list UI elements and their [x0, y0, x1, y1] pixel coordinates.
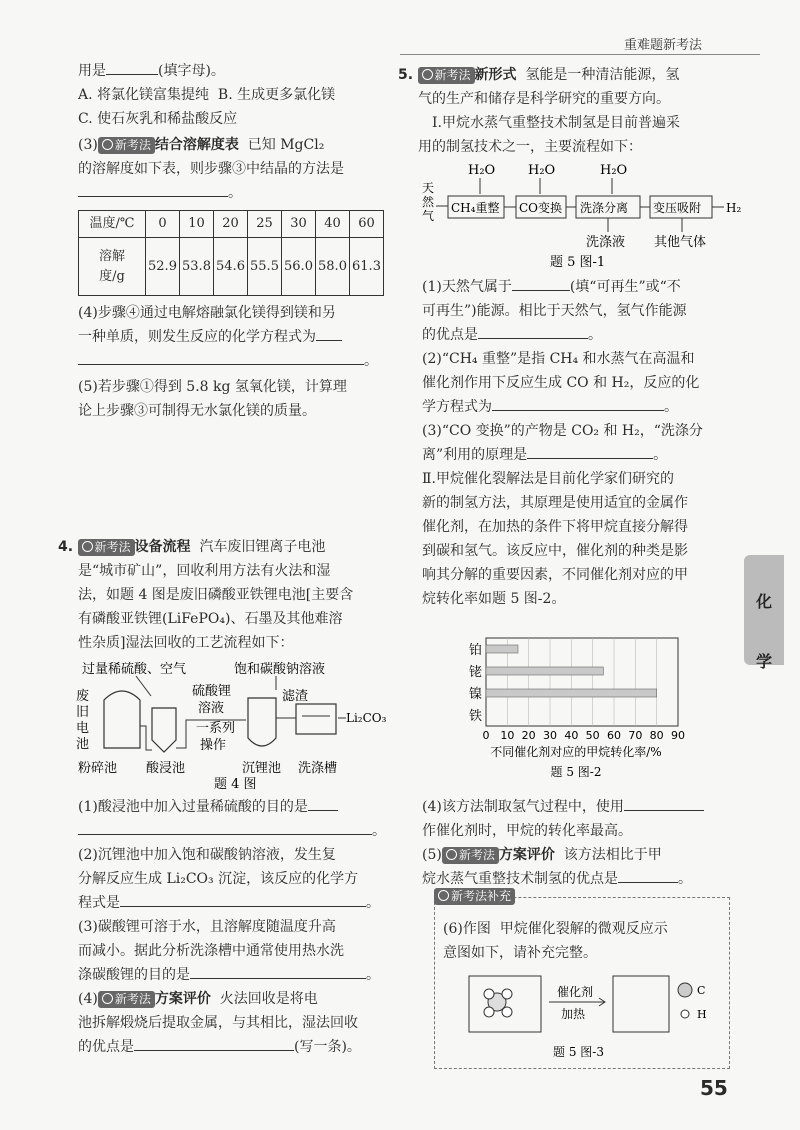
question-4: 4. 新考法 设备流程 汽车废旧锂离子电池 是“城市矿山”，回收利用方法有火法和湿 法，如题 4 图是废旧磷酸亚铁锂电池[主要含 有磷酸亚铁锂(LiFePO₄)、石墨及其他难溶 性杂质]湿法回收的工艺流程如下： — [58, 536, 388, 656]
hydrogen-atom-icon — [484, 989, 494, 999]
svg-text:硫酸锂: 硫酸锂 — [192, 684, 232, 699]
hydrogen-atom-icon — [502, 989, 512, 999]
bulb-icon — [102, 993, 113, 1004]
category-label: 镍 — [468, 687, 482, 702]
svg-text:然: 然 — [422, 195, 435, 209]
q5-subquestions-1: (1)天然气属于 (填“可再生”或“不 可再生”)能源。相比于天然气，氢气作能源 的优点是 。 (2)“CH₄ 重整”是指 CH₄ 和水蒸气在高温和 催化剂作用下反应生成 CO 和 H₂，反应的化 学方程式为 。 (3)“CO 变换”的产物是 CO₂ 和 H₂，“洗涤分 离”利用的原理是 。 Ⅱ.甲烷催化裂解法是目前化学家们研究的 新的制氢方法，其原理是使用适宜的金属作 催化剂，在加热的条件下将甲烷直接分解得 到碳和氢气。该反应中，催化剂的种类是影 响其分解的重要因素，不同催化剂对应的甲 烷转化率如题 5 图-2。 — [422, 276, 738, 612]
x-tick-label: 70 — [628, 729, 643, 742]
svg-text:电: 电 — [76, 721, 90, 736]
answer-blank[interactable] — [492, 396, 664, 411]
question-5: 5. 新考法 新形式 氢能是一种清洁能源，氢 气的生产和储存是科学研究的重要方向。 Ⅰ.甲烷水蒸气重整技术制氢是目前普遍采 用的制氢技术之一，主要流程如下： — [398, 67, 680, 155]
lithium-tank — [248, 698, 276, 746]
x-axis-label: 不同催化剂对应的甲烷转化率/% — [490, 745, 662, 759]
hydrogen-flow-diagram — [420, 160, 750, 272]
product-box[interactable] — [613, 976, 669, 1032]
arrow — [136, 676, 151, 696]
svg-text:CH₄重整: CH₄重整 — [451, 201, 500, 215]
x-tick-label: 80 — [649, 729, 664, 742]
svg-text:粉碎池: 粉碎池 — [78, 761, 118, 776]
supplement-tag: 新考法补充 — [434, 888, 515, 905]
pipe — [140, 726, 152, 750]
svg-text:C: C — [697, 984, 706, 997]
svg-text:沉锂池: 沉锂池 — [242, 761, 282, 776]
category-label: 铂 — [468, 643, 482, 658]
table-row: 温度/℃ 0 10 20 25 30 40 60 — [79, 211, 384, 238]
q3-sub4-l1: (4)步骤④通过电解熔融氯化镁得到镁和另 — [78, 305, 336, 321]
svg-text:旧: 旧 — [76, 705, 90, 720]
x-tick-label: 90 — [671, 729, 685, 742]
q3-sub5-l1: (5)若步骤①得到 5.8 kg 氢氧化镁，计算理 — [78, 379, 347, 395]
answer-blank[interactable] — [624, 796, 704, 811]
x-tick-label: 10 — [500, 729, 515, 742]
hydrogen-atom-icon — [484, 1007, 494, 1017]
table-header-solubility: 溶解 度/g — [79, 238, 146, 296]
fig5-2 — [460, 632, 700, 792]
svg-text:溶液: 溶液 — [198, 701, 225, 716]
acid-tank — [152, 708, 176, 752]
figure-caption: 题 5 图-3 — [553, 1045, 604, 1059]
svg-text:洗涤槽: 洗涤槽 — [298, 761, 338, 776]
answer-blank[interactable] — [512, 276, 570, 291]
q4-flow-diagram — [76, 660, 396, 790]
q3-sub3-text: 的溶解度如下表，则步骤③中结晶的方法是 — [78, 161, 344, 177]
svg-text:加热: 加热 — [561, 1007, 586, 1021]
svg-text:酸浸池: 酸浸池 — [146, 761, 186, 776]
category-label: 铁 — [468, 709, 482, 724]
svg-text:H: H — [697, 1008, 707, 1021]
svg-text:池: 池 — [76, 737, 90, 752]
answer-blank[interactable] — [78, 820, 372, 835]
answer-blank[interactable] — [527, 444, 653, 459]
svg-text:变压吸附: 变压吸附 — [653, 201, 702, 215]
wash-tank — [296, 704, 336, 734]
bulb-icon — [422, 69, 433, 80]
header-title: 重难题新考法 — [624, 38, 703, 53]
q4-line1: 4. 新考法 设备流程 汽车废旧锂离子电池 — [58, 539, 326, 555]
svg-text:天: 天 — [422, 181, 435, 195]
x-tick-label: 30 — [543, 729, 557, 742]
table-row: 溶解 度/g 52.9 53.8 54.6 55.5 56.0 58.0 61.3 — [79, 238, 384, 296]
fig-label: 过量稀硫酸、空气 — [82, 662, 187, 677]
carbon-legend-icon — [678, 983, 692, 997]
new-method-tag: 新考法 — [98, 137, 155, 154]
svg-text:CO变换: CO变换 — [519, 201, 563, 215]
x-tick-label: 50 — [585, 729, 600, 742]
supplement-box: 新考法补充 (6)作图 甲烷催化裂解的微观反应示 意图如下，请补充完整。 催化剂 加热 C H 题 5 图-3 — [434, 897, 730, 1069]
product-label: Li₂CO₃ — [346, 711, 387, 725]
answer-blank[interactable] — [190, 964, 366, 979]
q3-options-ab: A. 将氯化镁富集提纯 B. 生成更多氯化镁 — [78, 87, 336, 103]
left-column — [78, 60, 388, 424]
svg-text:操作: 操作 — [200, 738, 227, 753]
table-header-temp: 温度/℃ — [79, 211, 146, 238]
new-method-tag: 新考法 — [78, 539, 135, 556]
figure-caption: 题 4 图 — [214, 777, 257, 790]
page-number: 55 — [700, 1076, 728, 1100]
svg-text:滤渣: 滤渣 — [282, 689, 309, 704]
bar — [486, 645, 518, 653]
figure-caption: 题 5 图-1 — [550, 255, 606, 270]
q5-subquestions-2: (4)该方法制取氢气过程中，使用 作催化剂时，甲烷的转化率最高。 (5) 新考法 方案评价 该方法相比于甲 烷水蒸气重整技术制氢的优点是 。 — [422, 796, 738, 892]
fig5-1 — [420, 160, 750, 272]
svg-text:一系列: 一系列 — [196, 721, 236, 736]
svg-text:洗涤分离: 洗涤分离 — [580, 201, 629, 215]
bar — [486, 689, 657, 697]
answer-blank[interactable] — [134, 1036, 294, 1051]
new-method-tag: 新考法 — [98, 991, 155, 1008]
solubility-table — [78, 210, 384, 296]
bulb-icon — [102, 139, 113, 150]
answer-blank[interactable] — [78, 350, 364, 365]
q4-process-figure — [76, 660, 396, 790]
subject-side-tab: 化 学 — [744, 555, 784, 665]
q3-option-c: C. 使石灰乳和稀盐酸反应 — [78, 111, 238, 127]
q4-subquestions: (1)酸浸池中加入过量稀硫酸的目的是 。 (2)沉锂池中加入饱和碳酸钠溶液，发生复 分解反应生成 Li₂CO₃ 沉淀，该反应的化学方 程式是 。 (3)碳酸锂可溶于水，且溶解度随温度升高 而减小。据此分析洗涤槽中通常使用热水洗 涤碳酸锂的目的是 。 (4) 新考法 方案评价 火法回收是将电 池拆解煅烧后提取金属，与其相比，湿法回收 的优点是 (写一条)。 — [78, 796, 390, 1060]
fig-label: 饱和碳酸钠溶液 — [234, 662, 326, 677]
new-method-tag: 新考法 — [418, 67, 475, 84]
q3-sub4-l2: 一种单质，则发生反应的化学方程式为 — [78, 326, 388, 348]
answer-blank[interactable] — [120, 892, 366, 907]
svg-text:H₂O: H₂O — [468, 163, 496, 178]
x-tick-label: 40 — [564, 729, 579, 742]
crusher-tank — [104, 691, 140, 748]
bulb-icon — [82, 541, 93, 552]
answer-blank[interactable] — [618, 868, 678, 883]
hydrogen-atom-icon — [502, 1007, 512, 1017]
q3-sub4-blank: 。 — [78, 350, 388, 372]
svg-text:H₂O: H₂O — [600, 163, 628, 178]
header-rule — [400, 54, 760, 55]
catalyst-conversion-chart — [460, 632, 700, 792]
answer-blank[interactable] — [478, 324, 588, 339]
bar — [486, 667, 603, 675]
svg-text:气: 气 — [422, 209, 435, 223]
q3-sub3: (3) 新考法 结合溶解度表 已知 MgCl₂ — [78, 137, 325, 153]
new-method-tag: 新考法 — [442, 847, 499, 864]
category-label: 铑 — [468, 665, 482, 680]
answer-blank[interactable] — [78, 182, 228, 197]
q3-line1: 用是 (填字母)。 — [78, 60, 388, 82]
svg-text:废: 废 — [76, 689, 90, 704]
answer-blank[interactable] — [106, 60, 158, 75]
q3-sub3-blank: 。 — [78, 182, 388, 204]
bulb-icon — [446, 849, 457, 860]
svg-text:H₂O: H₂O — [528, 163, 556, 178]
x-tick-label: 20 — [521, 729, 536, 742]
answer-blank[interactable] — [316, 326, 342, 341]
bulb-icon — [438, 890, 449, 901]
answer-blank[interactable] — [308, 796, 338, 811]
micro-reaction-diagram — [465, 972, 715, 1062]
x-tick-label: 0 — [482, 729, 490, 742]
svg-text:H₂: H₂ — [726, 201, 742, 215]
svg-text:其他气体: 其他气体 — [654, 235, 707, 250]
hydrogen-legend-icon — [681, 1010, 689, 1018]
svg-text:洗涤液: 洗涤液 — [586, 235, 626, 250]
q3-sub5-l2: 论上步骤③可制得无水氯化镁的质量。 — [78, 403, 316, 419]
x-tick-label: 60 — [607, 729, 621, 742]
svg-text:催化剂: 催化剂 — [557, 985, 594, 999]
figure-caption: 题 5 图-2 — [550, 765, 602, 779]
